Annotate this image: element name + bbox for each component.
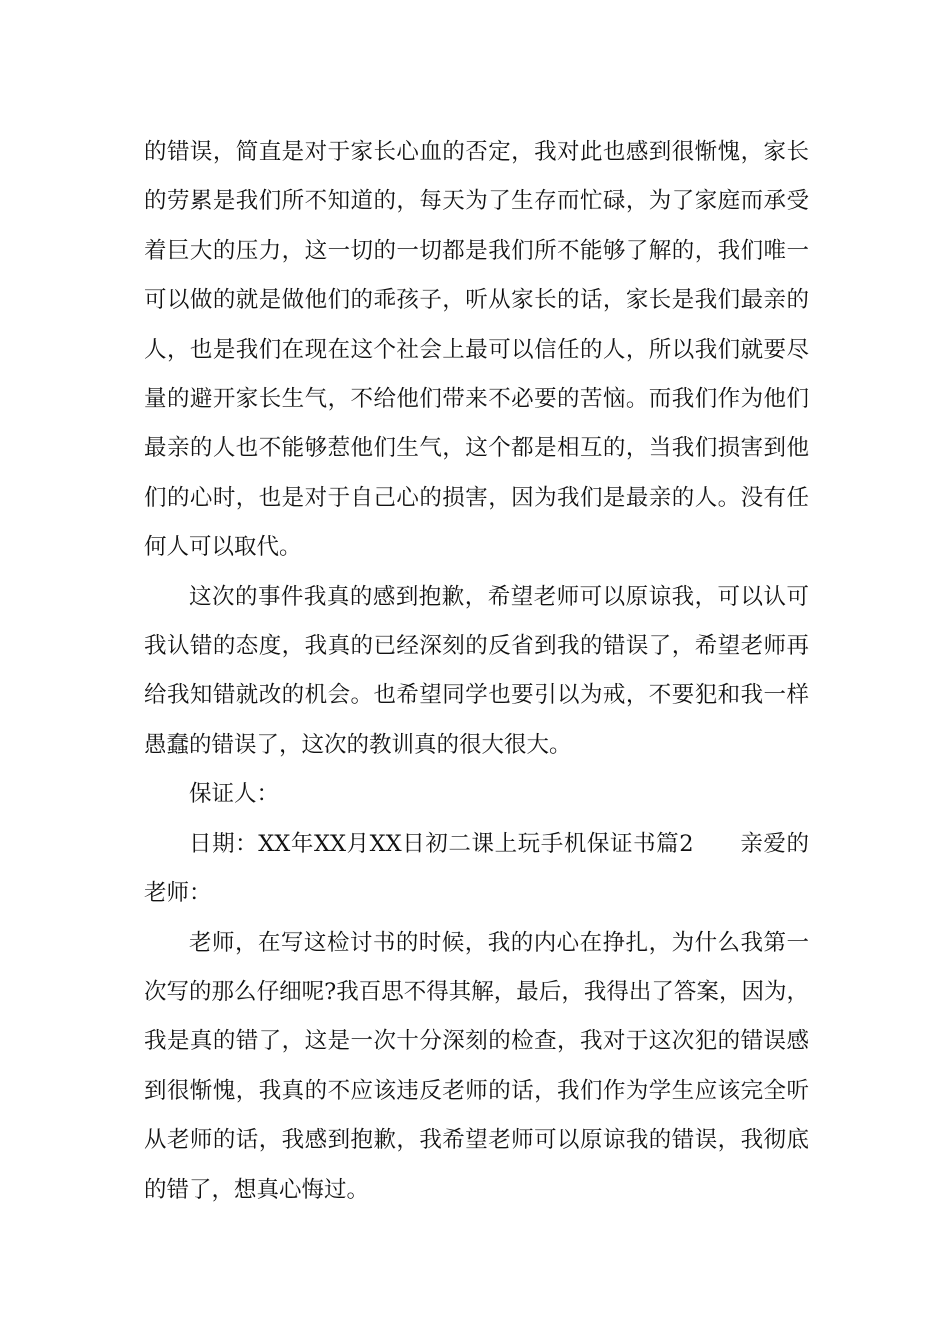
paragraph-continuation: 的错误，简直是对于家长心血的否定，我对此也感到很惭愧，家长的劳累是我们所不知道的，每天为了生存而忙碌，为了家庭而承受着巨大的压力，这一切的一切都是我们所不能够了解的，我们唯一可以做的就是做他们的乖孩子，听从家长的话，家长是我们最亲的人，也是我们在现在这个社会上最可以信任的人，所以我们就要尽量的避开家长生气，不给他们带来不必要的苦恼。而我们作为他们最亲的人也不能够惹他们生气，这个都是相互的，当我们损害到他们的心时，也是对于自己心的损害，因为我们是最亲的人。没有任何人可以取代。 xyxy=(144,139,809,561)
guarantor-line: 保证人： xyxy=(189,781,280,808)
date-title-line: 日期：XX年XX月XX日初二课上玩手机保证书篇2 亲爱的老师： xyxy=(144,830,809,907)
document-body xyxy=(144,128,809,1215)
paragraph-reflection: 老师，在写这检讨书的时候，我的内心在挣扎，为什么我第一次写的那么仔细呢?我百思不得其解，最后，我得出了答案，因为，我是真的错了，这是一次十分深刻的检查，我对于这次犯的错误感到很惭愧，我真的不应该违反老师的话，我们作为学生应该完全听从老师的话，我感到抱歉，我希望老师可以原谅我的错误，我彻底的错了，想真心悔过。 xyxy=(144,929,809,1203)
paragraph-apology: 这次的事件我真的感到抱歉，希望老师可以原谅我，可以认可我认错的态度，我真的已经深刻的反省到我的错误了，希望老师再给我知错就改的机会。也希望同学也要引以为戒，不要犯和我一样愚蠢的错误了，这次的教训真的很大很大。 xyxy=(144,583,809,758)
